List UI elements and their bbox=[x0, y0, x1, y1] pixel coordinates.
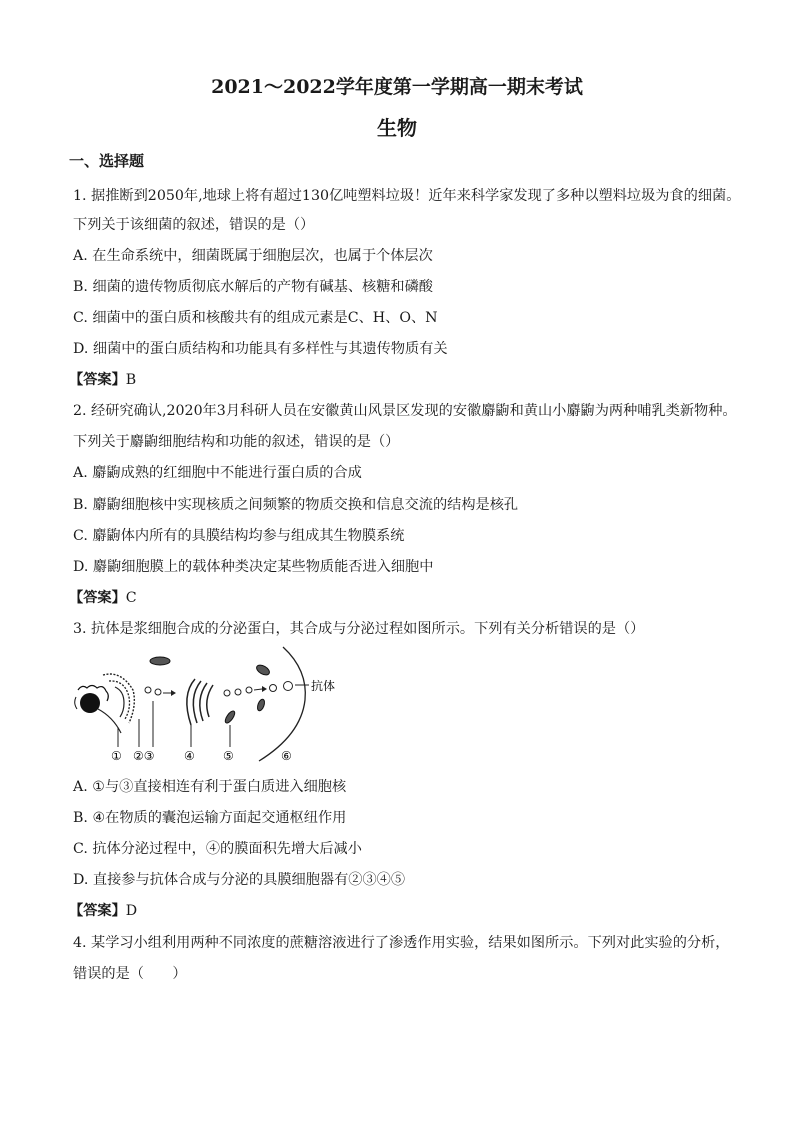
q1-option-b: B. 细菌的遗传物质彻底水解后的产物有碱基、核糖和磷酸 bbox=[73, 279, 433, 295]
q1-stem-line1: 1. 据推断到2050年,地球上将有超过130亿吨塑料垃圾！近年来科学家发现了多种以塑料垃圾为食的细菌。 bbox=[73, 188, 741, 204]
q3-option-d: D. 直接参与抗体合成与分泌的具膜细胞器有②③④⑤ bbox=[73, 872, 406, 888]
q2-option-d: D. 麝鼩细胞膜上的载体种类决定某些物质能否进入细胞中 bbox=[73, 559, 434, 575]
q1-option-a: A. 在生命系统中，细菌既属于细胞层次，也属于个体层次 bbox=[73, 248, 433, 264]
marker-2-3: ②③ bbox=[133, 749, 155, 763]
antibody-label: 抗体 bbox=[311, 679, 336, 693]
answer-value: D bbox=[125, 903, 138, 919]
q2-option-b: B. 麝鼩细胞核中实现核质之间频繁的物质交换和信息交流的结构是核孔 bbox=[73, 497, 519, 513]
answer-value: C bbox=[125, 590, 137, 606]
answer-value: B bbox=[125, 372, 137, 388]
marker-6: ⑥ bbox=[281, 749, 292, 763]
q2-option-c: C. 麝鼩体内所有的具膜结构均参与组成其生物膜系统 bbox=[73, 528, 405, 544]
section-title: 一、选择题 bbox=[69, 152, 145, 170]
marker-1: ① bbox=[111, 749, 122, 763]
answer-label: 【答案】 bbox=[69, 372, 126, 388]
secretory-pathway-figure bbox=[73, 645, 343, 765]
q4-stem-line1: 4. 某学习小组利用两种不同浓度的蔗糖溶液进行了渗透作用实验，结果如图所示。下列对此实验的分析， bbox=[73, 935, 730, 951]
q4-stem-line2: 错误的是（ ） bbox=[73, 966, 187, 982]
answer-label: 【答案】 bbox=[69, 590, 126, 606]
q1-stem-line2: 下列关于该细菌的叙述，错误的是（） bbox=[73, 217, 315, 233]
q1-answer bbox=[69, 369, 136, 389]
marker-4: ④ bbox=[184, 749, 195, 763]
q1-option-c: C. 细菌中的蛋白质和核酸共有的组成元素是C、H、O、N bbox=[73, 310, 438, 326]
subject-title: 生物 bbox=[377, 116, 417, 140]
q3-option-c: C. 抗体分泌过程中，④的膜面积先增大后减小 bbox=[73, 841, 362, 857]
q2-answer bbox=[69, 587, 137, 607]
q2-stem-line2: 下列关于麝鼩细胞结构和功能的叙述，错误的是（） bbox=[73, 434, 400, 450]
exam-title: 2021～2022学年度第一学期高一期末考试 bbox=[211, 76, 583, 98]
q2-option-a: A. 麝鼩成熟的红细胞中不能进行蛋白质的合成 bbox=[73, 465, 362, 481]
q2-stem-line1: 2. 经研究确认,2020年3月科研人员在安徽黄山风景区发现的安徽麝鼩和黄山小麝鼩为两种哺乳类新物种。 bbox=[73, 403, 737, 419]
q1-option-d: D. 细菌中的蛋白质结构和功能具有多样性与其遗传物质有关 bbox=[73, 341, 448, 357]
q3-stem-line1: 3. 抗体是浆细胞合成的分泌蛋白，其合成与分泌过程如图所示。下列有关分析错误的是（） bbox=[73, 621, 645, 637]
answer-label: 【答案】 bbox=[69, 903, 126, 919]
marker-5: ⑤ bbox=[223, 749, 234, 763]
q3-option-b: B. ④在物质的囊泡运输方面起交通枢纽作用 bbox=[73, 810, 347, 826]
q3-option-a: A. ①与③直接相连有利于蛋白质进入细胞核 bbox=[73, 779, 347, 795]
q3-answer bbox=[69, 900, 137, 920]
